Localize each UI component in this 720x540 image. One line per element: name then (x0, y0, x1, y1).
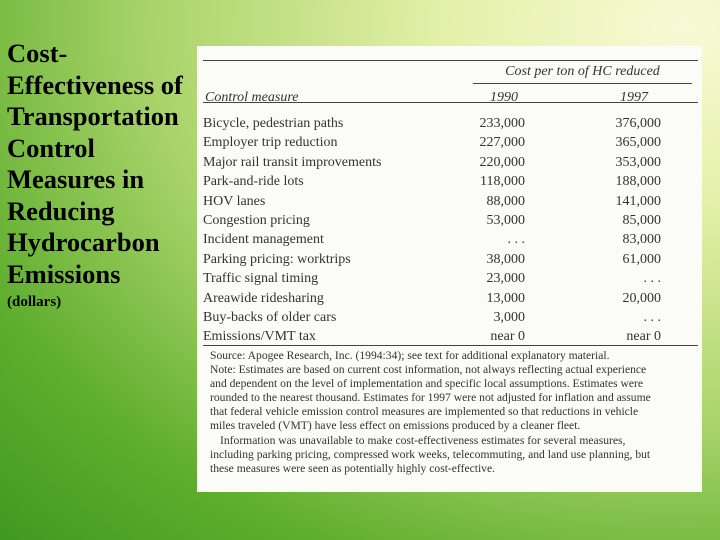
title-line: Control (7, 132, 95, 163)
table-row (203, 155, 698, 174)
value-1997-cell: 188,000 (615, 174, 661, 190)
title-line: Effectiveness of (7, 69, 183, 100)
table-rule-header (203, 102, 698, 103)
cost-table (197, 46, 702, 492)
table-row (203, 174, 698, 193)
value-1997-cell: near 0 (626, 329, 661, 345)
title-line: Cost- (7, 38, 68, 68)
value-1990-cell: 3,000 (493, 309, 525, 325)
value-1997-cell: 85,000 (622, 212, 661, 228)
measure-cell: Buy-backs of older cars (203, 309, 337, 325)
table-row (203, 291, 698, 310)
slide-title (7, 38, 197, 311)
year-header-1997: 1997 (620, 90, 648, 105)
measure-cell: Employer trip reduction (203, 135, 338, 151)
title-line: Measures in (7, 164, 145, 194)
value-1990-cell: 23,000 (486, 271, 525, 287)
value-1990-cell: 88,000 (486, 193, 525, 209)
measure-cell: Incident management (203, 232, 324, 248)
table-row (203, 310, 698, 329)
measure-cell: Areawide ridesharing (203, 290, 324, 306)
table-row (203, 232, 698, 251)
value-1990-cell: 227,000 (479, 135, 525, 151)
value-1997-cell: 20,000 (622, 290, 661, 306)
title-line: Transportation (7, 101, 179, 131)
year-header-1990: 1990 (490, 90, 518, 105)
span-header-rule (473, 83, 692, 84)
table-notes (210, 349, 652, 476)
note-paragraph: Information was unavailable to make cost-effectiveness estimates for several measures, including parking pricing, compressed work weeks, telecommuting, and land use planning, but these measures were seen as potentially highly cost-effective. (210, 433, 651, 475)
table-row (203, 213, 698, 232)
value-1990-cell: 53,000 (486, 212, 525, 228)
source-note: Source: Apogee Research, Inc. (1994:34); see text for additional explanatory material. (210, 349, 610, 362)
title-line: Reducing (7, 195, 115, 226)
value-1997-cell: 353,000 (615, 154, 661, 170)
measure-cell: Emissions/VMT tax (203, 329, 316, 345)
value-1997-cell: 376,000 (615, 116, 661, 131)
measure-cell: HOV lanes (203, 193, 266, 209)
table-row (203, 116, 698, 135)
measure-cell: Major rail transit improvements (203, 154, 382, 170)
measure-cell: Parking pricing: worktrips (203, 251, 351, 267)
table-row (203, 194, 698, 213)
title-line: Emissions (7, 258, 121, 289)
value-1997-cell: 365,000 (615, 135, 661, 151)
slide-subtitle: (dollars) (7, 294, 62, 310)
note-paragraph: Note: Estimates are based on current cost information, not always reflecting actual experience and dependent on the level of implementation and specific local assumptions. Estimates were rounded to the nearest thousand. Estimates for 1997 were not adjusted for inflation and assume that federal vehicle emission control measures are implemented so that reductions in vehicle miles traveled (VMT) have less effect on emissions produced by a cleaner fleet. (210, 363, 651, 433)
table-row (203, 271, 698, 290)
table-rule-bottom (203, 345, 698, 346)
value-1990-cell: 220,000 (479, 154, 525, 170)
measure-cell: Park-and-ride lots (203, 174, 304, 190)
value-1990-cell: 13,000 (486, 290, 525, 306)
value-1990-cell: 233,000 (479, 116, 525, 131)
table-row (203, 135, 698, 154)
title-line: Hydrocarbon (7, 227, 160, 257)
value-1997-cell: . . . (643, 271, 661, 287)
table-body (203, 116, 698, 349)
measure-cell: Traffic signal timing (203, 271, 319, 287)
value-1997-cell: 141,000 (615, 193, 661, 209)
table-rule-top (203, 60, 698, 61)
measure-cell: Congestion pricing (203, 212, 310, 228)
value-1990-cell: . . . (507, 232, 525, 248)
measure-cell: Bicycle, pedestrian paths (203, 116, 344, 131)
value-1990-cell: near 0 (490, 329, 525, 345)
span-header: Cost per ton of HC reduced (505, 64, 660, 79)
value-1997-cell: 83,000 (622, 232, 661, 248)
control-measure-header: Control measure (205, 90, 299, 105)
value-1997-cell: 61,000 (622, 251, 661, 267)
value-1990-cell: 118,000 (480, 174, 525, 190)
table-row (203, 252, 698, 271)
value-1990-cell: 38,000 (486, 251, 525, 267)
value-1997-cell: . . . (643, 309, 661, 325)
